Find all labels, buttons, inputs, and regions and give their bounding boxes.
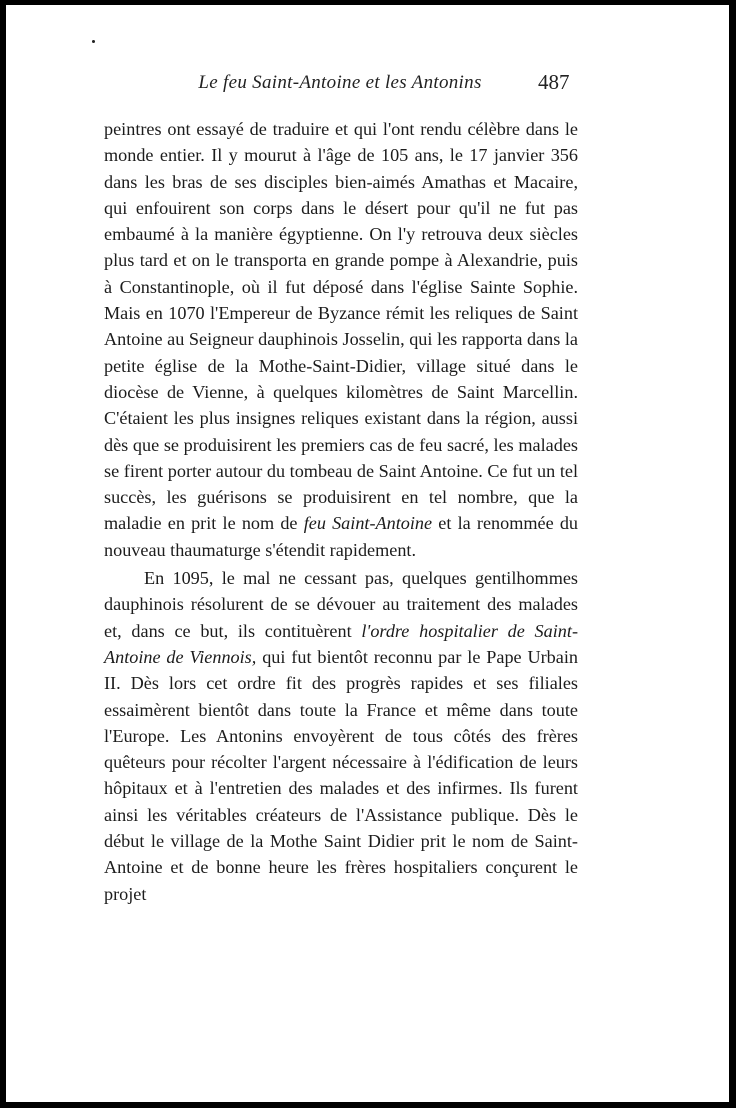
- page-number: 487: [538, 70, 570, 94]
- paragraph-2-text-b: qui fut bientôt reconnu par le Pape Urbain II. Dès lors cet ordre fit des progrès rapides et ses filiales essaimèrent bientôt dans toute la France et même dans toute l'Europe. Les Antonins envoyèrent de tous côtés des frères quêteurs pour récolter l'argent nécessaire à l'édification de leurs hôpitaux et à l'entretien des malades et des infirmes. Ils furent ainsi les véritables créateurs de l'Assistance publique. Dès le début le village de la Mothe Saint Didier prit le nom de Saint-Antoine et de bonne heure les frères hospitaliers conçurent le projet: [104, 646, 578, 904]
- scan-border-right: [729, 0, 736, 1108]
- paragraph-2: [104, 565, 578, 907]
- scan-border-top: [0, 0, 736, 5]
- paragraph-1-text-b: et la renommée du nouveau thaumaturge s'étendit rapidement.: [104, 513, 579, 560]
- scan-border-left: [0, 0, 6, 1108]
- paragraph-2-italic: l'ordre hospitalier de Saint-Antoine de Viennois,: [104, 620, 578, 667]
- body-text: [104, 116, 578, 907]
- ink-speck: [92, 40, 95, 43]
- scan-border-bottom: [0, 1102, 736, 1108]
- paragraph-1-italic: feu Saint-Antoine: [303, 513, 433, 534]
- paragraph-1-text-a: peintres ont essayé de traduire et qui l'ont rendu célèbre dans le monde entier. Il y mourut à l'âge de 105 ans, le 17 janvier 356 dans les bras de ses disciples bien-aimés Amathas et Macaire, qui enfouirent son corps dans le désert pour qu'il ne fut pas embaumé à la manière égyptienne. On l'y retrouva deux siècles plus tard et on le transporta en grande pompe à Alexandrie, puis à Constantinople, où il fut déposé dans l'église Sainte Sophie. Mais en 1070 l'Empereur de Byzance rémit les reliques de Saint Antoine au Seigneur dauphinois Josselin, qui les rapporta dans la petite église de la Mothe-Saint-Didier, village situé dans le diocèse de Vienne, à quelques kilomètres de Saint Marcellin. C'étaient les plus insignes reliques existant dans la région, aussi dès que se produisirent les premiers cas de feu sacré, les malades se firent porter autour du tombeau de Saint Antoine. Ce fut un tel succès, les guérisons se produisirent en tel nombre, que la maladie en prit le nom de: [104, 119, 578, 534]
- running-title: Le feu Saint-Antoine et les Antonins: [198, 72, 482, 93]
- paragraph-1: [104, 116, 578, 563]
- paragraph-2-text-a: En 1095, le mal ne cessant pas, quelques gentilhommes dauphinois résolurent de se dévouer au traitement des malades et, dans ce but, ils contituèrent: [104, 568, 578, 641]
